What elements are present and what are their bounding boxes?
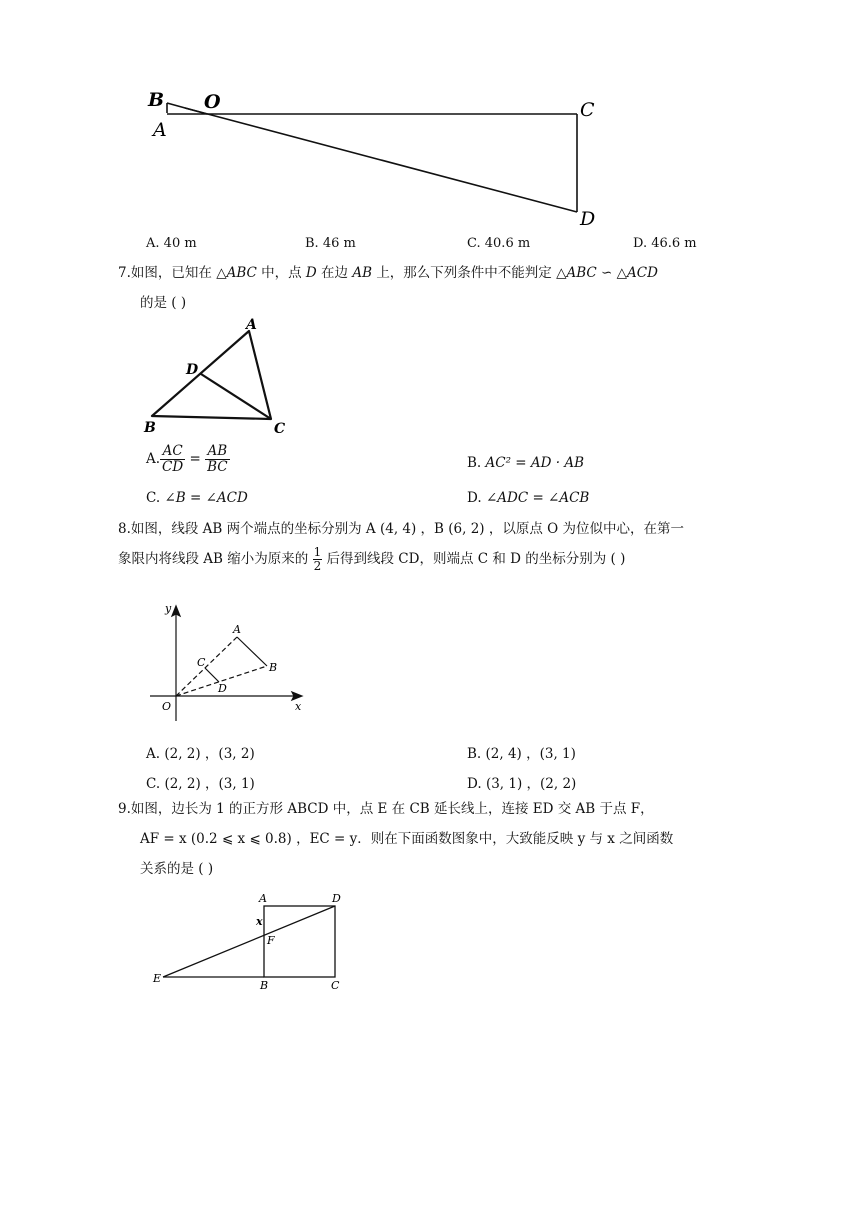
q9-label-c: C bbox=[331, 979, 340, 992]
q6-label-d: D bbox=[580, 208, 596, 230]
q6-label-c: C bbox=[580, 99, 595, 121]
q8-dashed-oa bbox=[176, 637, 237, 696]
q9-line3: 关系的是 ( ) bbox=[140, 861, 214, 877]
q9-label-a: A bbox=[259, 892, 267, 905]
q6-option-a[interactable]: A. 40 m bbox=[146, 236, 197, 251]
q6-segment-od bbox=[185, 108, 577, 212]
q8-label-a: A bbox=[233, 623, 241, 636]
q7-label-c: C bbox=[274, 421, 286, 437]
q7-option-a[interactable]: A. $\frac{AC}{CD}$ = $\frac{AB}{BC}$ bbox=[146, 443, 228, 475]
q9-segment-ed bbox=[163, 906, 335, 977]
q6-option-d[interactable]: D. 46.6 m bbox=[633, 236, 697, 251]
q8-option-d[interactable]: D. (3, 1) ，(2, 2) bbox=[467, 776, 577, 792]
q8-label-c: C bbox=[197, 656, 206, 669]
q9-square-abcd bbox=[264, 906, 335, 977]
q8-label-y: y bbox=[165, 602, 172, 615]
q8-label-o: O bbox=[162, 700, 172, 713]
q9-stem bbox=[118, 794, 758, 884]
q9-label-x: x bbox=[256, 915, 263, 928]
q6-label-a: A bbox=[153, 119, 167, 141]
q9-line1: 9.如图，边长为 1 的正方形 ABCD 中，点 E 在 CB 延长线上，连接 ED 交 AB 于点 F， bbox=[118, 801, 654, 817]
q6-figure bbox=[140, 80, 610, 230]
q9-line2: AF = x (0.2 ⩽ x ⩽ 0.8) ，EC = y．则在下面函数图象中，大致能反映 y 与 x 之间函数 bbox=[140, 831, 674, 847]
q9-label-e: E bbox=[153, 972, 162, 985]
q7-figure bbox=[140, 315, 300, 437]
q8-line2: 象限内将线段 AB 缩小为原来的 $\frac{1}{2}$ 后得到线段 CD，则端点 C 和 D 的坐标分别为 ( ) bbox=[118, 545, 626, 573]
q7-stem bbox=[118, 258, 758, 318]
q8-option-c[interactable]: C. (2, 2) ，(3, 1) bbox=[146, 776, 255, 792]
q7-label-d: D bbox=[186, 362, 199, 378]
q8-fraction-half: $\frac{1}{2}$ bbox=[313, 545, 322, 573]
q8-segment-cd bbox=[205, 668, 219, 682]
q7-label-b: B bbox=[144, 420, 156, 436]
q7-option-c[interactable]: C. ∠B = ∠ACD bbox=[146, 490, 248, 506]
q8-option-a[interactable]: A. (2, 2) ，(3, 2) bbox=[146, 746, 255, 762]
q7-option-b[interactable]: B. AC² = AD · AB bbox=[467, 455, 585, 471]
q9-figure bbox=[145, 888, 355, 998]
q8-figure bbox=[145, 598, 310, 723]
q8-x-axis-arrow bbox=[292, 692, 302, 700]
q7-fraction-ab-bc: $\frac{AB}{BC}$ bbox=[207, 443, 228, 475]
q6-label-o: O bbox=[204, 91, 221, 113]
q8-label-b: B bbox=[269, 661, 278, 674]
q9-label-d: D bbox=[332, 892, 341, 905]
q7-fraction-ac-cd: $\frac{AC}{CD}$ bbox=[162, 443, 184, 475]
q7-label-a: A bbox=[246, 317, 257, 333]
q8-segment-ab bbox=[237, 637, 267, 666]
q7-line2: 的是 ( ) bbox=[140, 295, 187, 311]
q7-triangle-abc bbox=[152, 331, 271, 419]
q7-option-d[interactable]: D. ∠ADC = ∠ACB bbox=[467, 490, 590, 506]
q8-label-x: x bbox=[295, 700, 302, 713]
q9-label-b: B bbox=[260, 979, 269, 992]
q6-option-c[interactable]: C. 40.6 m bbox=[467, 236, 531, 251]
q8-stem bbox=[118, 514, 758, 574]
q8-option-b[interactable]: B. (2, 4) ，(3, 1) bbox=[467, 746, 576, 762]
q9-label-f: F bbox=[267, 934, 275, 947]
q6-label-b: B bbox=[148, 89, 165, 111]
q7-line1: 7.如图，已知在 △ABC 中，点 D 在边 AB 上，那么下列条件中不能判定 △ABC ∽ △ACD bbox=[118, 265, 658, 281]
q6-option-b[interactable]: B. 46 m bbox=[305, 236, 356, 251]
q8-y-axis-arrow bbox=[172, 606, 180, 616]
q8-line1: 8.如图，线段 AB 两个端点的坐标分别为 A (4, 4) ，B (6, 2) ，以原点 O 为位似中心，在第一 bbox=[118, 521, 685, 537]
q8-label-d: D bbox=[218, 682, 227, 695]
